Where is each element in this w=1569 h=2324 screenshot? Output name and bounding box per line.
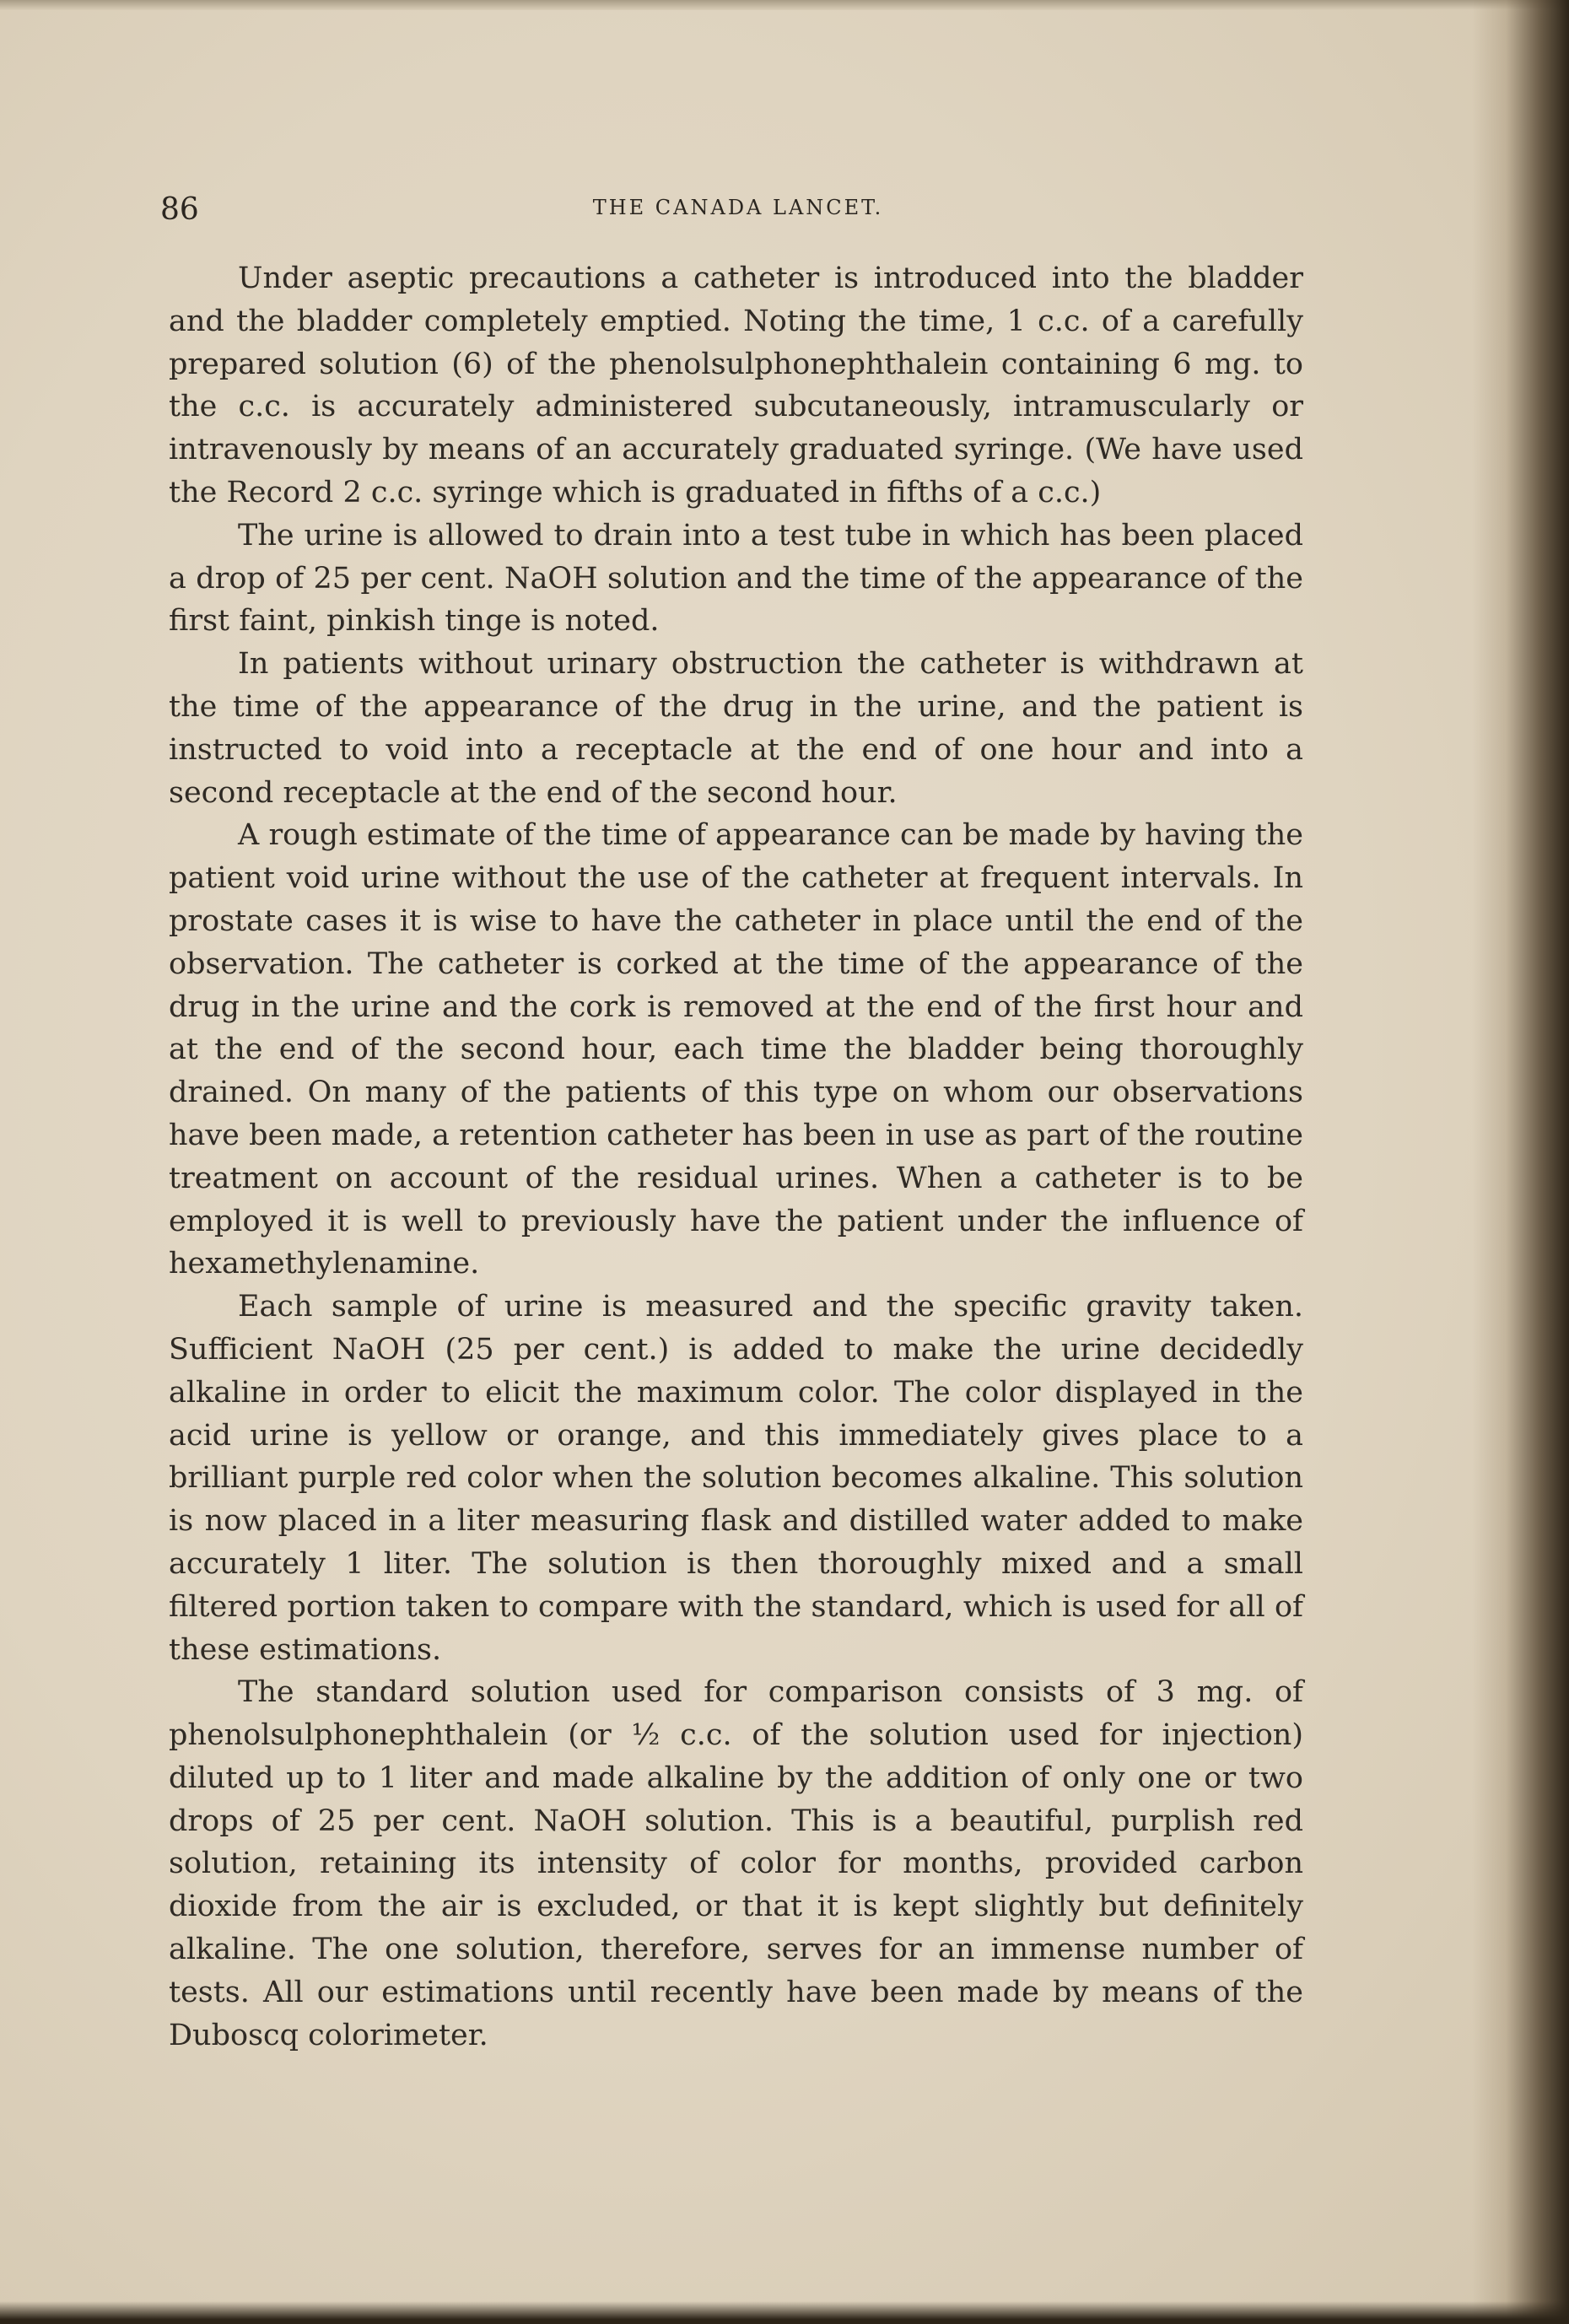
body-text bbox=[169, 257, 1303, 2057]
paragraph-sample-measurement: Each sample of urine is measured and the specific gravity taken. Sufficient NaOH (25 per cent.) is added to make the urine decidedly alkaline in order to elicit the maximum color. The color displayed in the acid urine is yellow or orange, and this immediately gives place to a brilliant purple red color when the solution becomes alkaline. This solution is now placed in a liter measuring flask and distilled water added to make accurately 1 liter. The solution is then thoroughly mixed and a small filtered portion taken to compare with the standard, which is used for all of these estimations. bbox=[169, 1290, 1303, 1667]
paragraph-unobstructed-patients: In patients without urinary obstruction the catheter is withdrawn at the time of the appearance of the drug in the urine, and the patient is instructed to void into a receptacle at the end of one hour and into a second receptacle at the end of the second hour. bbox=[169, 647, 1303, 810]
paragraph-standard-solution: The standard solution used for comparison consists of 3 mg. of phenolsulphonephthalein (or ½ c.c. of the solution used for injection) diluted up to 1 liter and made alkaline by the addition of only one or two drops of 25 per cent. NaOH solution. This is a beautiful, purplish red solution, retaining its intensity of color for months, provided carbon dioxide from the air is excluded, or that it is kept slightly but definitely alkaline. The one solution, therefore, serves for an immense number of tests. All our estimations until recently have been made by means of the Duboscq colorimeter. bbox=[169, 1675, 1303, 2052]
page-top-edge bbox=[0, 0, 1569, 10]
paragraph-prostate-cases: A rough estimate of the time of appearance can be made by having the patient void urine without the use of the catheter at frequent intervals. In prostate cases it is wise to have the catheter in place until the end of the observation. The catheter is corked at the time of the appearance of the drug in the urine and the cork is removed at the end of the first hour and at the end of the second hour, each time the bladder being thoroughly drained. On many of the patients of this type on whom our observations have been made, a retention catheter has been in use as part of the routine treatment on account of the residual urines. When a catheter is to be employed it is well to previously have the patient under the influence of hexamethylenamine. bbox=[169, 818, 1303, 1281]
paragraph-urine-drainage: The urine is allowed to drain into a test tube in which has been placed a drop of 25 per cent. NaOH solution and the time of the appearance of the first faint, pinkish tinge is noted. bbox=[169, 518, 1303, 639]
running-head bbox=[160, 187, 1316, 238]
journal-title: THE CANADA LANCET. bbox=[592, 196, 884, 219]
paragraph-catheter-procedure: Under aseptic precautions a catheter is introduced into the bladder and the bladder completely emptied. Noting the time, 1 c.c. of a carefully prepared solution (6) of the phenolsulphonephthalein containing 6 mg. to the c.c. is accurately administered subcutaneously, intramuscularly or intravenously by means of an accurately graduated syringe. (We have used the Record 2 c.c. syringe which is graduated in fifths of a c.c.) bbox=[169, 262, 1303, 510]
page-bottom-edge bbox=[0, 2301, 1569, 2324]
page-gutter-shadow bbox=[1472, 0, 1569, 2324]
page-number: 86 bbox=[160, 192, 199, 227]
